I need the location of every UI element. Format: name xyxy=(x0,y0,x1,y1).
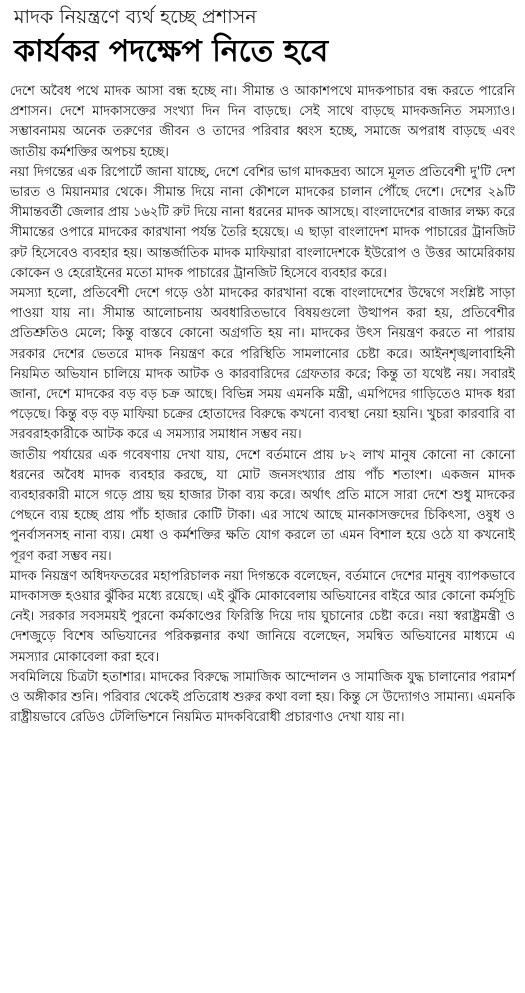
article-paragraph-3: সমস্যা হলো, প্রতিবেশী দেশে গড়ে ওঠা মাদকের কারখানা বন্ধে বাংলাদেশের উদ্বেগে সংশ্লিষ্ট সাড়া পাওয়া যায় না। সীমান্ত আলোচনায় অবধারিতভাবে বিষয়গুলো উত্থাপন করা হয়, প্রতিবেশীর প্রতিশ্রুতিও মেলে; কিন্তু বাস্তবে কোনো অগ্রগতি হয় না। মাদকের উৎস নিয়ন্ত্রণ করতে না পারায় সরকার দেশের ভেতরে মাদক নিয়ন্ত্রণ করে পরিস্থিতি সামলানোর চেষ্টা করে। আইনশৃঙ্খলাবাহিনী নিয়মিত অভিযান চালিয়ে মাদক আটক ও কারবারিদের গ্রেফতার করে; কিন্তু তা যথেষ্ট নয়। সবারই জানা, দেশে মাদকের বড় বড় চক্র আছে। বিভিন্ন সময় এমনকি মন্ত্রী, এমপিদের গাড়িতেও মাদক ধরা পড়েছে। কিন্তু বড় বড় মাফিয়া চক্রের হোতাদের বিরুদ্ধে কখনো ব্যবস্থা নেয়া হয়নি। খুচরা কারবারি বা সরবরাহকারীকে আটক করে এ সমস্যার সমাধান সম্ভব নয়। xyxy=(10,286,515,443)
article-paragraph-1: দেশে অবৈধ পথে মাদক আসা বন্ধ হচ্ছে না। সীমান্ত ও আকাশপথে মাদকপাচার বন্ধ করতে পারেনি প্রশাসন। দেশে মাদকাসক্তের সংখ্যা দিন দিন বাড়ছে। সেই সাথে বাড়ছে মাদকজনিত সমস্যাও। সম্ভাবনাময় অনেক তরুণের জীবন ও তাদের পরিবার ধ্বংস হচ্ছে, সমাজে অপরাধ বাড়ছে এবং জাতীয় কর্মশক্তির অপচয় হচ্ছে। xyxy=(10,84,515,160)
article-paragraph-2: নয়া দিগন্তের এক রিপোর্টে জানা যাচ্ছে, দেশে বেশির ভাগ মাদকদ্রব্য আসে মূলত প্রতিবেশী দু'টি দেশ ভারত ও মিয়ানমার থেকে। সীমান্ত দিয়ে নানা কৌশলে মাদকের চালান পৌঁছে দেশে। দেশের ২৯টি সীমান্তবর্তী জেলার প্রায় ১৬২টি রুট দিয়ে নানা ধরনের মাদক আসছে। বাংলাদেশের বাজার লক্ষ্য করে সীমান্তের ওপারে মাদকের কারখানা পর্যন্ত তৈরি হয়েছে। এ ছাড়া বাংলাদেশ মাদক পাচারের ট্রানজিট রুট হিসেবেও ব্যবহার হয়। আন্তর্জাতিক মাদক মাফিয়ারা বাংলাদেশকে ইউরোপ ও উত্তর আমেরিকায় কোকেন ও হেরোইনের মতো মাদক পাচারের ট্রানজিট হিসেবে ব্যবহার করে। xyxy=(10,164,515,281)
article-paragraph-4: জাতীয় পর্যায়ের এক গবেষণায় দেখা যায়, দেশে বর্তমানে প্রায় ৮২ লাখ মানুষ কোনো না কোনো ধরনের অবৈধ মাদক ব্যবহার করছে, যা মোট জনসংখ্যার প্রায় পাঁচ শতাংশ। একজন মাদক ব্যবহারকারী মাসে গড়ে প্রায় ছয় হাজার টাকা ব্যয় করে। অর্থাৎ প্রতি মাসে সারা দেশে শুধু মাদকের পেছনে ব্যয় হচ্ছে প্রায় পাঁচ হাজার কোটি টাকা। এর সাথে আছে মানকাসক্তদের চিকিৎসা, ওষুধ ও পুনর্বাসনসহ নানা ব্যয়। মেধা ও কর্মশক্তির ক্ষতি যোগ করলে তা এমন বিশাল হয়ে ওঠে যা কখনোই পূরণ করা সম্ভব নয়। xyxy=(10,447,515,564)
article-kicker: মাদক নিয়ন্ত্রণে ব্যর্থ হচ্ছে প্রশাসন xyxy=(14,6,257,28)
article-headline: কার্যকর পদক্ষেপ নিতে হবে xyxy=(14,34,329,69)
article-paragraph-5: মাদক নিয়ন্ত্রণ অধিদফতরের মহাপরিচালক নয়া দিগন্তকে বলেছেন, বর্তমানে দেশের মানুষ ব্যাপকভাবে মাদকাসক্ত হওয়ার ঝুঁকির মধ্যে রয়েছে। এই ঝুঁকি মোকাবেলায় অভিযানের বাইরে আর কোনো কর্মসূচি নেই। সরকার সবসময়ই পুরনো কর্মকাণ্ডের ফিরিস্তি দিয়ে দায় ঘুচানোর চেষ্টা করে। নয়া স্বরাষ্ট্রমন্ত্রী ও দেশজুড়ে বিশেষ অভিযানের পরিকল্পনার কথা জানিয়ে বলেছেন, সমন্বিত অভিযানের মাধ্যমে এ সমস্যার মোকাবেলা করা হবে। xyxy=(10,568,515,665)
article-body xyxy=(10,82,515,729)
article-paragraph-6: সবমিলিয়ে চিত্রটা হতাশার। মাদকের বিরুদ্ধে সামাজিক আন্দোলন ও সামাজিক যুদ্ধ চালানোর পরামর্শ ও অঙ্গীকার শুনি। পরিবার থেকেই প্রতিরোধ শুরুর কথা বলা হয়। কিন্তু সে উদ্যোগও সামান্য। এমনকি রাষ্ট্রীয়ভাবে রেডিও টেলিভিশনে নিয়মিত মাদকবিরোধী প্রচারণাও দেখা যায় না। xyxy=(10,669,515,726)
